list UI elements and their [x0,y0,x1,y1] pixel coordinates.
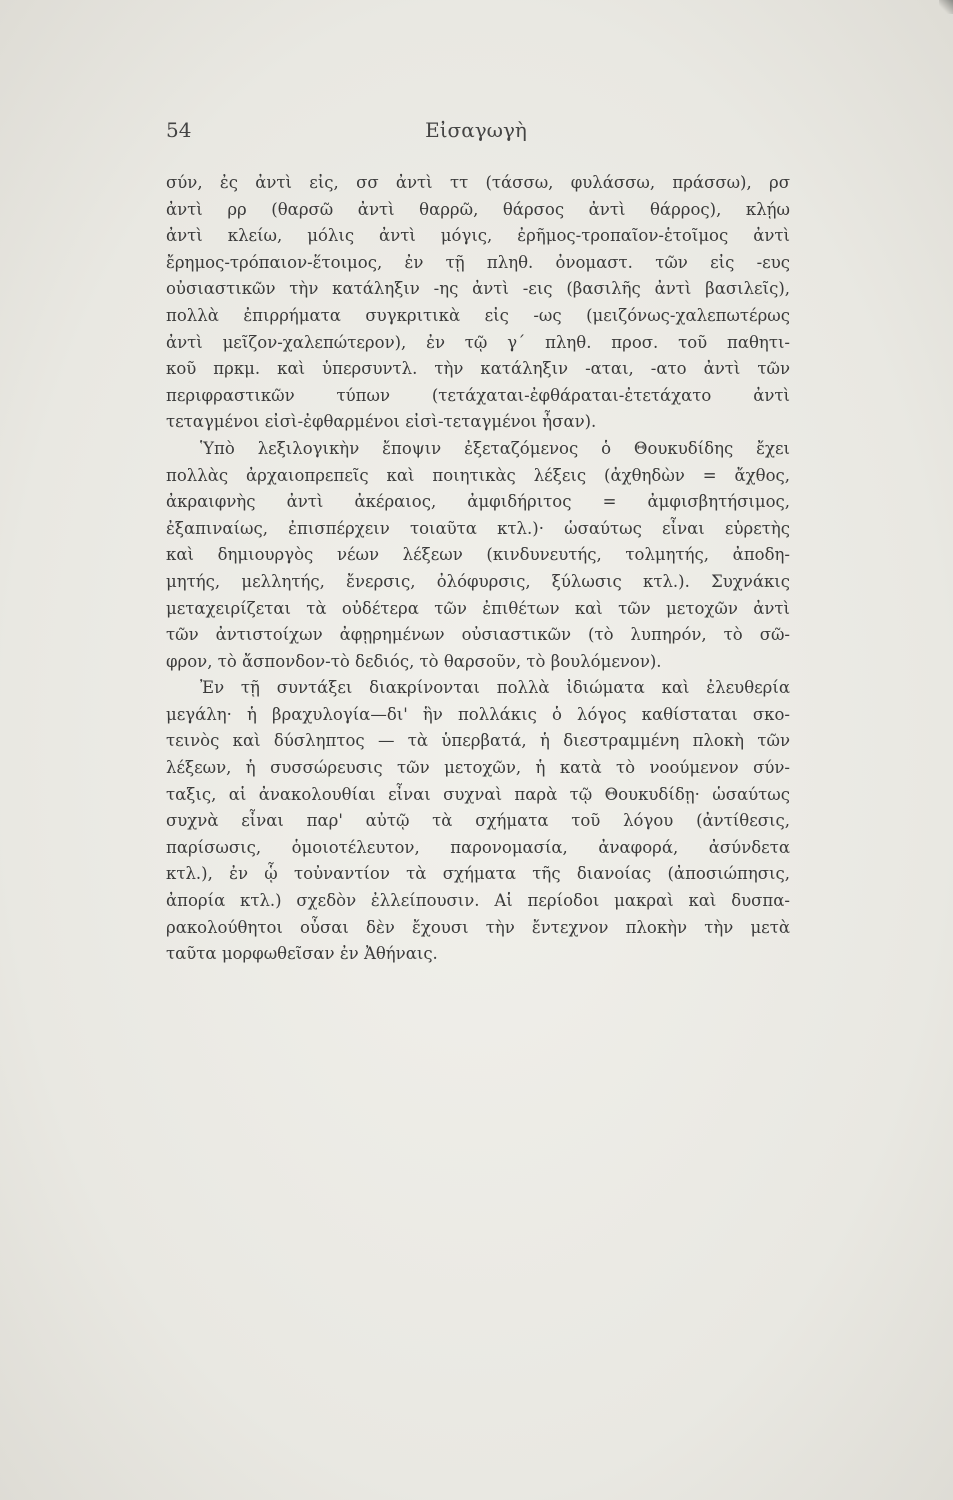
text-line: σύν, ἐς ἀντὶ εἰς, σσ ἀντὶ ττ (τάσσω, φυλάσσω, πράσσω), ρσ [166,173,790,192]
page-number: 54 [166,118,192,142]
text-line: ἀντὶ μεῖζον-χαλεπώτερον), ἐν τῷ γ΄ πληθ. προσ. τοῦ παθητι- [166,332,790,352]
text-line: ρακολούθητοι οὖσαι δὲν ἔχουσι τὴν ἔντεχνον πλοκὴν τὴν μετὰ [166,917,790,937]
body-text [166,170,790,968]
text-line: ταξις, αἱ ἀνακολουθίαι εἶναι συχναὶ παρὰ τῷ Θουκυδίδῃ· ὡσαύτως [166,784,790,804]
text-line: ἀπορία κτλ.) σχεδὸν ἐλλείπουσιν. Αἱ περίοδοι μακραὶ καὶ δυσπα- [166,891,790,911]
text-line: τεταγμένοι εἰσὶ-ἐφθαρμένοι εἰσὶ-τεταγμένοι ἦσαν). [166,412,597,432]
text-line: μεταχειρίζεται τὰ οὐδέτερα τῶν ἐπιθέτων καὶ τῶν μετοχῶν ἀντὶ [166,598,790,618]
running-title: Εἰσαγωγὴ [425,118,527,142]
text-line: Ἐν τῇ συντάξει διακρίνονται πολλὰ ἰδιώματα καὶ ἐλευθερία [200,678,790,698]
text-line: ἀντὶ ρρ (θαρσῶ ἀντὶ θαρρῶ, θάρσος ἀντὶ θάρρος), κλῄω [166,199,790,219]
text-line: περιφραστικῶν τύπων (τετάχαται-ἐφθάραται-ἐτετάχατο ἀντὶ [166,385,790,405]
text-line: Ὑπὸ λεξιλογικὴν ἔποψιν ἐξεταζόμενος ὁ Θουκυδίδης ἔχει [200,438,790,458]
text-line: φρον, τὸ ἄσπονδον-τὸ δεδιός, τὸ θαρσοῦν, τὸ βουλόμενον). [166,651,662,671]
text-line: καὶ δημιουργὸς νέων λέξεων (κινδυνευτής, τολμητής, ἀποδη- [166,545,790,565]
text-line: ταῦτα μορφωθεῖσαν ἐν Ἀθήναις. [166,944,438,964]
text-line: συχνὰ εἶναι παρ' αὐτῷ τὰ σχήματα τοῦ λόγου (ἀντίθεσις, [166,811,790,831]
text-line: πολλὰ ἐπιρρήματα συγκριτικὰ εἰς -ως (μειζόνως-χαλεπωτέρως [166,305,790,325]
text-line: ἐξαπιναίως, ἐπισπέρχειν τοιαῦτα κτλ.)· ὡσαύτως εἶναι εὑρετὴς [166,518,790,538]
page-corner-shadow [939,0,953,14]
text-line: λέξεων, ἡ συσσώρευσις τῶν μετοχῶν, ἡ κατὰ τὸ νοούμενον σύν- [166,758,790,778]
text-line: τεινὸς καὶ δύσληπτος — τὰ ὑπερβατά, ἡ διεστραμμένη πλοκὴ τῶν [166,731,790,751]
page-header [166,118,786,148]
text-line: τῶν ἀντιστοίχων ἀφῃρημένων οὐσιαστικῶν (τὸ λυπηρόν, τὸ σῶ- [166,625,790,645]
text-line: κοῦ πρκμ. καὶ ὑπερσυντλ. τὴν κατάληξιν -αται, -ατο ἀντὶ τῶν [166,359,790,379]
text-line: παρίσωσις, ὁμοιοτέλευτον, παρονομασία, ἀναφορά, ἀσύνδετα [166,837,790,857]
text-line: μητής, μελλητής, ἔνερσις, ὀλόφυρσις, ξύλωσις κτλ.). Συχνάκις [166,571,790,591]
text-line: οὐσιαστικῶν τὴν κατάληξιν -ης ἀντὶ -εις (βασιλῆς ἀντὶ βασιλεῖς), [166,279,790,299]
text-line: κτλ.), ἐν ᾧ τοὐναντίον τὰ σχήματα τῆς διανοίας (ἀποσιώπησις, [166,864,790,884]
text-line: πολλὰς ἀρχαιοπρεπεῖς καὶ ποιητικὰς λέξεις (ἀχθηδὼν = ἄχθος, [166,465,790,485]
text-line: ἀκραιφνὴς ἀντὶ ἀκέραιος, ἀμφιδήριτος = ἀμφισβητήσιμος, [166,492,790,512]
text-line: ἔρημος-τρόπαιον-ἕτοιμος, ἐν τῇ πληθ. ὀνομαστ. τῶν εἰς -ευς [166,252,790,272]
text-line: ἀντὶ κλείω, μόλις ἀντὶ μόγις, ἐρῆμος-τροπαῖον-ἑτοῖμος ἀντὶ [166,226,790,246]
text-line: μεγάλη· ἡ βραχυλογία—δι' ἣν πολλάκις ὁ λόγος καθίσταται σκο- [166,704,790,724]
